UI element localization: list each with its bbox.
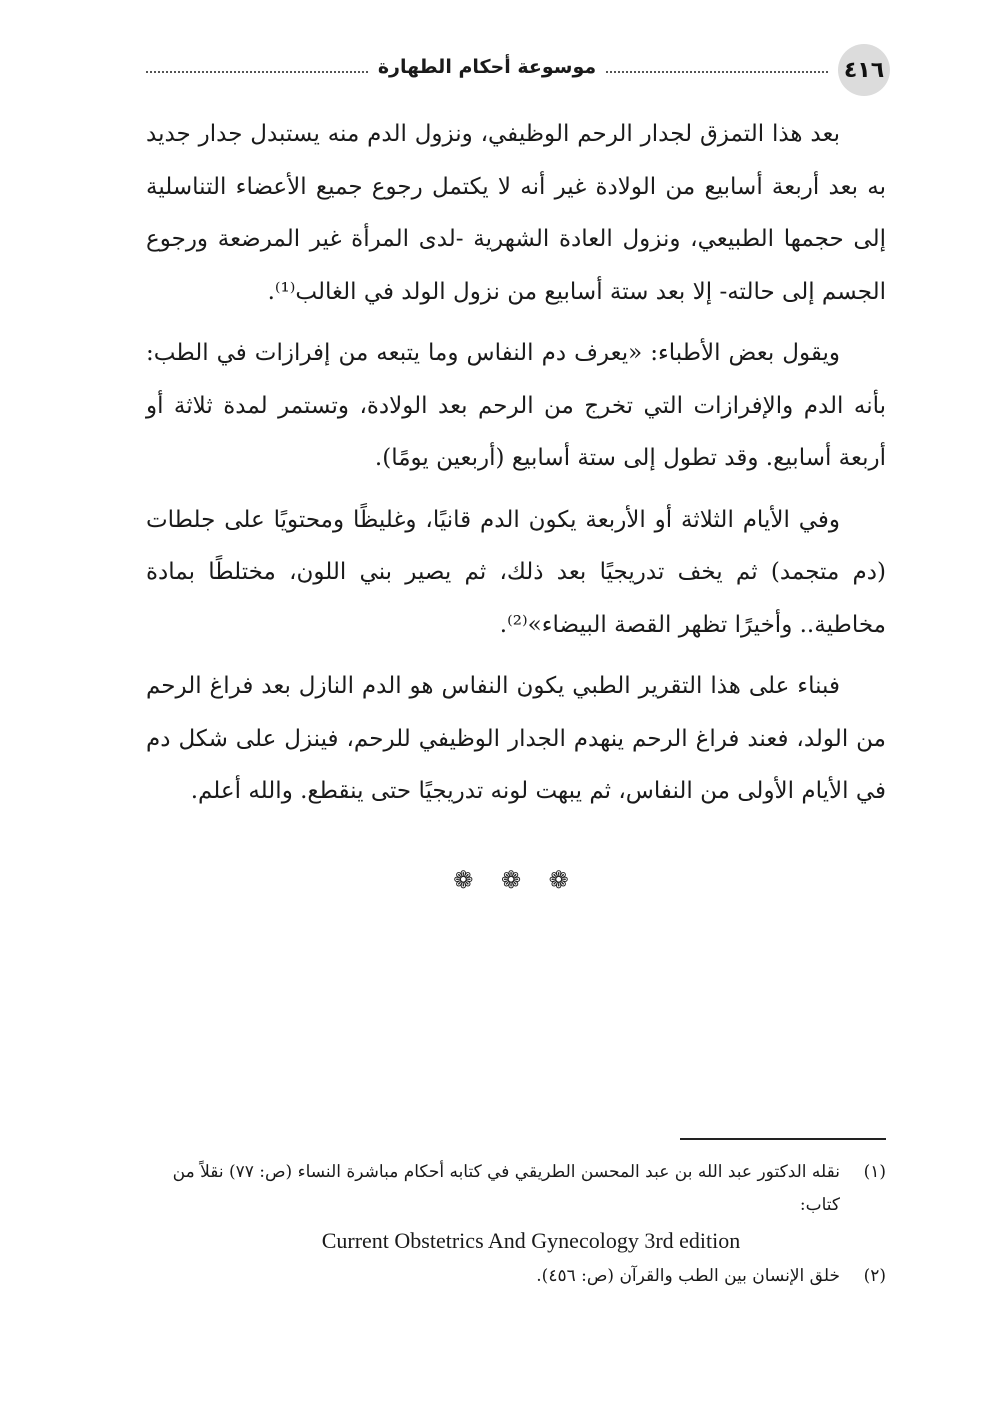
page-header xyxy=(146,44,890,94)
footnote-divider xyxy=(680,1138,886,1140)
paragraph: وفي الأيام الثلاثة أو الأربعة يكون الدم قانيًا، وغليظًا ومحتويًا على جلطات (دم متجمد) ثم يخف تدريجيًا بعد ذلك، ثم يصير بني اللون، مختلطًا بمادة مخاطية.. وأخيرًا تظهر القصة البيضاء»⁽²⁾. xyxy=(146,506,886,638)
paragraph: ويقول بعض الأطباء: «يعرف دم النفاس وما يتبعه من إفرازات في الطب: بأنه الدم والإفرازات التي تخرج من الرحم بعد الولادة، وتستمر لمدة ثلاثة أو أربعة أسابيع. وقد تطول إلى ستة أسابيع (أربعين يومًا). xyxy=(146,340,886,471)
main-text xyxy=(146,108,886,827)
footnote-text: نقله الدكتور عبد الله بن عبد المحسن الطريقي في كتابه أحكام مباشرة النساء (ص: ٧٧) نقلاً من كتاب: xyxy=(172,1162,840,1215)
book-title: موسوعة أحكام الطهارة xyxy=(377,56,597,78)
paragraph: فبناء على هذا التقرير الطبي يكون النفاس هو الدم النازل بعد فراغ الرحم من الولد، فعند فراغ الرحم ينهدم الجدار الوظيفي للرحم، فينزل على شكل دم في الأيام الأولى من النفاس، ثم يبهت لونه تدريجيًا حتى ينقطع. والله أعلم. xyxy=(146,673,886,804)
footnote-number: (١) xyxy=(863,1162,886,1182)
footnote-number: (٢) xyxy=(863,1266,886,1286)
footnote-1 xyxy=(146,1156,886,1222)
paragraph: بعد هذا التمزق لجدار الرحم الوظيفي، ونزول الدم منه يستبدل جدار جديد به بعد أربعة أسابيع من الولادة غير أنه لا يكتمل رجوع جميع الأعضاء التناسلية إلى حجمها الطبيعي، ونزول العادة الشهرية -لدى المرأة غير المرضعة ورجوع الجسم إلى حالته- إلا بعد ستة أسابيع من نزول الولد في الغالب⁽¹⁾. xyxy=(146,121,886,305)
header-dots-left xyxy=(146,71,368,73)
footnotes xyxy=(146,1156,886,1293)
header-dots-right xyxy=(606,71,828,73)
footnote-text: خلق الإنسان بين الطب والقرآن (ص: ٤٥٦). xyxy=(536,1266,840,1286)
page-number: ٤١٦ xyxy=(838,44,890,96)
section-separator-icon: ❁ ❁ ❁ xyxy=(453,866,579,894)
running-header xyxy=(146,56,828,78)
footnote-book-title: Current Obstetrics And Gynecology 3rd edition xyxy=(321,1228,741,1253)
footnote-2 xyxy=(146,1260,886,1293)
